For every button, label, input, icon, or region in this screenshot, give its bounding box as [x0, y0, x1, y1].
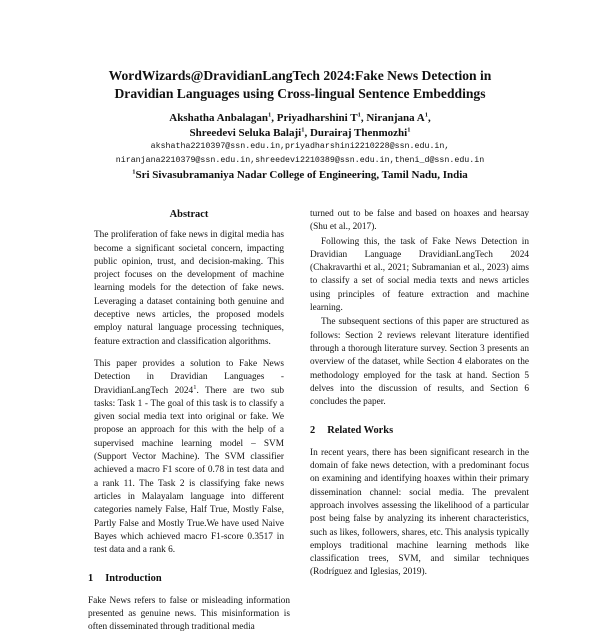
- abstract-paragraph-2: [88, 358, 290, 557]
- author-affil-mark: 1: [357, 111, 361, 119]
- author-name: , Priyadharshini T: [271, 112, 358, 124]
- introduction-paragraph: Fake News refers to false or misleading information presented as genuine news. This misinformation is often disseminated through traditional media: [88, 595, 290, 633]
- author-affil-mark: 1: [268, 111, 272, 119]
- section-number: 1: [88, 573, 94, 585]
- author-affil-mark: 1: [424, 111, 428, 119]
- author-block: [40, 111, 560, 183]
- body-paragraph: The subsequent sections of this paper are structured as follows: Section 2 reviews relevant literature identified through a thorough literature survey. Section 3 presents an overview of the dataset, while Section 4 elaborates on the methodology employed for the task at hand. Section 5 delves into the discussion of results, and Section 6 concludes the paper.: [310, 317, 529, 408]
- affiliation-mark: 1: [132, 168, 136, 176]
- section-title: Related Works: [327, 425, 394, 437]
- author-name: Akshatha Anbalagan: [169, 112, 269, 124]
- author-name: , Durairaj Thenmozhi: [304, 126, 408, 139]
- body-paragraph: Following this, the task of Fake News Detection in Dravidian Language DravidianLangTech 2024 (Chakravarthi et al., 2021; Subramanian et al., 2023) aims to classify a set of social media texts and news articles using principles of feature extraction and machine learning.: [310, 236, 529, 314]
- right-column: [310, 208, 529, 580]
- author-separator: ,: [427, 112, 431, 124]
- authors-line-2: [40, 126, 560, 141]
- abstract-text: . There are two sub tasks: Task 1 - The goal of this task is to classify a given social media text into original or fake. We propose an approach for this with the help of a supervised machine learning model – SVM (Support Vector Machine). The SVM classifier achieved a macro F1 score of 0.78 in test data and a rank 11. The Task 2 is classifying fake news articles in Malayalam language into different categories namely False, Half True, Mostly False, Partly False and Mostly True.We have used Naive Bayes which achieved macro F1-score 0.3517 in test data and a rank 6.: [94, 385, 285, 556]
- section-number: 2: [310, 425, 316, 437]
- affiliation-text: Sri Sivasubramaniya Nadar College of Engineering, Tamil Nadu, India: [135, 169, 468, 181]
- authors-line-1: [40, 111, 560, 126]
- author-affil-mark: 1: [407, 125, 411, 133]
- title-line-1: WordWizards@DravidianLangTech 2024:Fake News Detection in: [108, 68, 492, 83]
- emails-line-2: niranjana2210379@ssn.edu.in,shreedevi2210389@ssn.edu.in,theni_d@ssn.edu.in: [115, 156, 485, 165]
- title-line-2: Dravidian Languages using Cross-lingual Sentence Embeddings: [114, 86, 486, 101]
- related-works-paragraph: In recent years, there has been significant research in the domain of fake news detection, with a predominant focus on examining and identifying hoaxes within their primary dissemination channel: social media. The prevalent approach involves assessing the likelihood of a particular post being false by analyzing its inherent characteristics, such as likes, followers, shares, etc. This analysis typically employs traditional machine learning methods like classification trees, SVM, and similar techniques (Rodríguez and Iglesias, 2019).: [310, 447, 529, 578]
- abstract-text: This paper provides a solution to Fake News Detection in Dravidian Languages - DravidianLangTech 2024: [94, 358, 284, 396]
- left-column: [88, 208, 290, 635]
- author-affil-mark: 1: [301, 125, 305, 133]
- author-name: Shreedevi Seluka Balaji: [189, 126, 302, 139]
- emails-line-1: akshatha2210397@ssn.edu.in,priyadharshini2210228@ssn.edu.in,: [150, 142, 450, 151]
- affiliation: [40, 168, 560, 183]
- abstract-heading: Abstract: [169, 209, 209, 220]
- footnote-mark: 1: [193, 383, 197, 391]
- abstract-paragraph-1: The proliferation of fake news in digital media has become a significant societal concern, impacting public opinion, trust, and decision-making. This project focuses on the development of machine learning models for the detection of fake news. Leveraging a dataset containing both genuine and deceptive news articles, the proposed models employ natural language processing techniques, feature extraction and classification algorithms.: [94, 230, 284, 347]
- section-heading-related-works: [310, 424, 529, 437]
- author-name: , Niranjana A: [360, 112, 425, 124]
- body-paragraph-continued: turned out to be false and based on hoaxes and hearsay (Shu et al., 2017).: [310, 209, 529, 233]
- paper-title: [60, 67, 540, 103]
- section-heading-introduction: [88, 572, 290, 585]
- section-title: Introduction: [105, 573, 162, 585]
